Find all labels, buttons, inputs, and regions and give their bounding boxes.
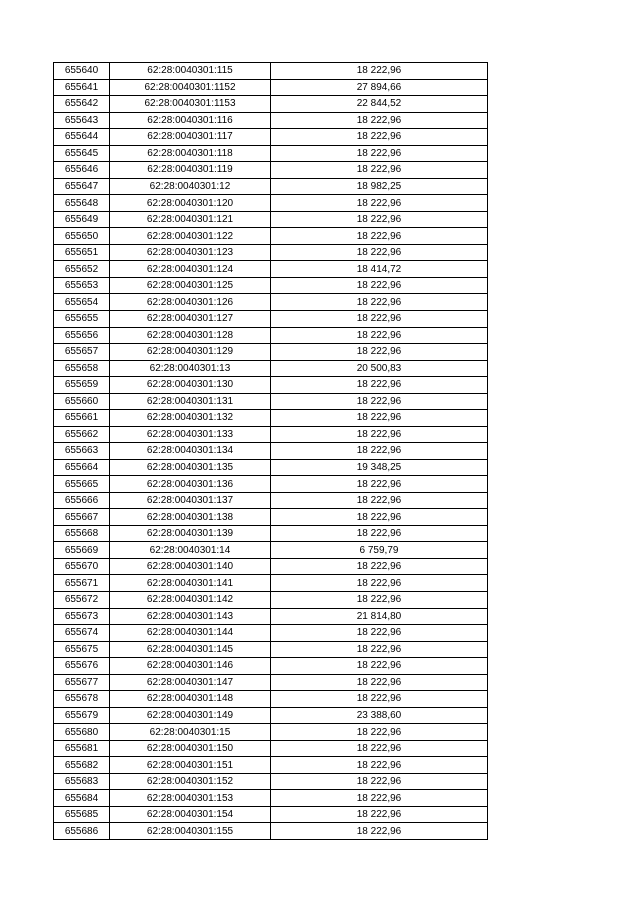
amount-cell: 18 222,96 <box>271 277 488 294</box>
amount-cell: 18 222,96 <box>271 476 488 493</box>
table-row <box>54 294 488 311</box>
table-row <box>54 757 488 774</box>
cadastral-number-cell: 62:28:0040301:1153 <box>110 96 271 113</box>
amount-cell: 18 222,96 <box>271 757 488 774</box>
amount-cell: 18 222,96 <box>271 658 488 675</box>
cadastral-number-cell: 62:28:0040301:117 <box>110 129 271 146</box>
amount-cell: 18 222,96 <box>271 344 488 361</box>
row-number-cell: 655649 <box>54 211 110 228</box>
row-number-cell: 655644 <box>54 129 110 146</box>
cadastral-number-cell: 62:28:0040301:145 <box>110 641 271 658</box>
amount-cell: 18 222,96 <box>271 625 488 642</box>
cadastral-number-cell: 62:28:0040301:115 <box>110 63 271 80</box>
amount-cell: 18 222,96 <box>271 327 488 344</box>
table-row <box>54 707 488 724</box>
row-number-cell: 655669 <box>54 542 110 559</box>
data-table <box>53 62 488 840</box>
amount-cell: 18 222,96 <box>271 740 488 757</box>
row-number-cell: 655641 <box>54 79 110 96</box>
row-number-cell: 655654 <box>54 294 110 311</box>
amount-cell: 18 222,96 <box>271 641 488 658</box>
row-number-cell: 655645 <box>54 145 110 162</box>
amount-cell: 18 222,96 <box>271 195 488 212</box>
cadastral-number-cell: 62:28:0040301:128 <box>110 327 271 344</box>
cadastral-number-cell: 62:28:0040301:131 <box>110 393 271 410</box>
row-number-cell: 655673 <box>54 608 110 625</box>
table-row <box>54 393 488 410</box>
row-number-cell: 655682 <box>54 757 110 774</box>
table-row <box>54 542 488 559</box>
table-row <box>54 724 488 741</box>
table-row <box>54 360 488 377</box>
amount-cell: 20 500,83 <box>271 360 488 377</box>
cadastral-number-cell: 62:28:0040301:136 <box>110 476 271 493</box>
row-number-cell: 655679 <box>54 707 110 724</box>
row-number-cell: 655670 <box>54 558 110 575</box>
row-number-cell: 655684 <box>54 790 110 807</box>
amount-cell: 18 222,96 <box>271 63 488 80</box>
amount-cell: 18 222,96 <box>271 724 488 741</box>
amount-cell: 18 222,96 <box>271 674 488 691</box>
cadastral-number-cell: 62:28:0040301:126 <box>110 294 271 311</box>
cadastral-number-cell: 62:28:0040301:155 <box>110 823 271 840</box>
cadastral-number-cell: 62:28:0040301:130 <box>110 377 271 394</box>
row-number-cell: 655676 <box>54 658 110 675</box>
cadastral-number-cell: 62:28:0040301:143 <box>110 608 271 625</box>
amount-cell: 18 222,96 <box>271 211 488 228</box>
cadastral-number-cell: 62:28:0040301:144 <box>110 625 271 642</box>
table-row <box>54 261 488 278</box>
cadastral-number-cell: 62:28:0040301:137 <box>110 492 271 509</box>
table-row <box>54 244 488 261</box>
table-row <box>54 310 488 327</box>
amount-cell: 18 222,96 <box>271 525 488 542</box>
amount-cell: 27 894,66 <box>271 79 488 96</box>
row-number-cell: 655680 <box>54 724 110 741</box>
table-row <box>54 509 488 526</box>
amount-cell: 18 222,96 <box>271 393 488 410</box>
table-row <box>54 823 488 840</box>
row-number-cell: 655667 <box>54 509 110 526</box>
table-row <box>54 377 488 394</box>
row-number-cell: 655663 <box>54 443 110 460</box>
row-number-cell: 655652 <box>54 261 110 278</box>
cadastral-number-cell: 62:28:0040301:124 <box>110 261 271 278</box>
cadastral-number-cell: 62:28:0040301:140 <box>110 558 271 575</box>
row-number-cell: 655681 <box>54 740 110 757</box>
cadastral-number-cell: 62:28:0040301:152 <box>110 773 271 790</box>
cadastral-number-cell: 62:28:0040301:116 <box>110 112 271 129</box>
table-row <box>54 112 488 129</box>
table-row <box>54 641 488 658</box>
table-row <box>54 806 488 823</box>
cadastral-number-cell: 62:28:0040301:138 <box>110 509 271 526</box>
table-row <box>54 625 488 642</box>
row-number-cell: 655683 <box>54 773 110 790</box>
row-number-cell: 655659 <box>54 377 110 394</box>
row-number-cell: 655668 <box>54 525 110 542</box>
row-number-cell: 655660 <box>54 393 110 410</box>
cadastral-number-cell: 62:28:0040301:122 <box>110 228 271 245</box>
table-row <box>54 162 488 179</box>
cadastral-number-cell: 62:28:0040301:153 <box>110 790 271 807</box>
row-number-cell: 655665 <box>54 476 110 493</box>
amount-cell: 18 222,96 <box>271 410 488 427</box>
amount-cell: 23 388,60 <box>271 707 488 724</box>
row-number-cell: 655646 <box>54 162 110 179</box>
cadastral-number-cell: 62:28:0040301:149 <box>110 707 271 724</box>
table-row <box>54 592 488 609</box>
table-row <box>54 558 488 575</box>
amount-cell: 18 222,96 <box>271 509 488 526</box>
table-row <box>54 691 488 708</box>
row-number-cell: 655662 <box>54 426 110 443</box>
row-number-cell: 655642 <box>54 96 110 113</box>
row-number-cell: 655672 <box>54 592 110 609</box>
table-row <box>54 426 488 443</box>
table-row <box>54 773 488 790</box>
row-number-cell: 655643 <box>54 112 110 129</box>
cadastral-number-cell: 62:28:0040301:134 <box>110 443 271 460</box>
amount-cell: 18 222,96 <box>271 823 488 840</box>
amount-cell: 18 222,96 <box>271 377 488 394</box>
amount-cell: 18 222,96 <box>271 112 488 129</box>
table-row <box>54 228 488 245</box>
row-number-cell: 655666 <box>54 492 110 509</box>
row-number-cell: 655674 <box>54 625 110 642</box>
cadastral-number-cell: 62:28:0040301:120 <box>110 195 271 212</box>
row-number-cell: 655648 <box>54 195 110 212</box>
cadastral-number-cell: 62:28:0040301:14 <box>110 542 271 559</box>
row-number-cell: 655658 <box>54 360 110 377</box>
cadastral-number-cell: 62:28:0040301:132 <box>110 410 271 427</box>
table-row <box>54 327 488 344</box>
table-row <box>54 79 488 96</box>
row-number-cell: 655653 <box>54 277 110 294</box>
table-row <box>54 525 488 542</box>
row-number-cell: 655656 <box>54 327 110 344</box>
table-row <box>54 410 488 427</box>
table-row <box>54 790 488 807</box>
cadastral-number-cell: 62:28:0040301:123 <box>110 244 271 261</box>
amount-cell: 18 222,96 <box>271 162 488 179</box>
cadastral-number-cell: 62:28:0040301:139 <box>110 525 271 542</box>
row-number-cell: 655647 <box>54 178 110 195</box>
table-row <box>54 492 488 509</box>
row-number-cell: 655640 <box>54 63 110 80</box>
row-number-cell: 655664 <box>54 459 110 476</box>
row-number-cell: 655686 <box>54 823 110 840</box>
table-row <box>54 277 488 294</box>
cadastral-number-cell: 62:28:0040301:142 <box>110 592 271 609</box>
row-number-cell: 655661 <box>54 410 110 427</box>
cadastral-number-cell: 62:28:0040301:154 <box>110 806 271 823</box>
table-row <box>54 96 488 113</box>
cadastral-number-cell: 62:28:0040301:125 <box>110 277 271 294</box>
amount-cell: 22 844,52 <box>271 96 488 113</box>
row-number-cell: 655685 <box>54 806 110 823</box>
amount-cell: 18 222,96 <box>271 310 488 327</box>
amount-cell: 18 222,96 <box>271 244 488 261</box>
amount-cell: 18 222,96 <box>271 129 488 146</box>
cadastral-number-cell: 62:28:0040301:121 <box>110 211 271 228</box>
table-row <box>54 344 488 361</box>
cadastral-number-cell: 62:28:0040301:15 <box>110 724 271 741</box>
amount-cell: 18 222,96 <box>271 575 488 592</box>
cadastral-number-cell: 62:28:0040301:135 <box>110 459 271 476</box>
cadastral-number-cell: 62:28:0040301:147 <box>110 674 271 691</box>
table-row <box>54 145 488 162</box>
cadastral-number-cell: 62:28:0040301:141 <box>110 575 271 592</box>
amount-cell: 18 222,96 <box>271 492 488 509</box>
table-row <box>54 211 488 228</box>
table-row <box>54 443 488 460</box>
row-number-cell: 655651 <box>54 244 110 261</box>
amount-cell: 18 222,96 <box>271 426 488 443</box>
amount-cell: 18 222,96 <box>271 145 488 162</box>
cadastral-number-cell: 62:28:0040301:12 <box>110 178 271 195</box>
cadastral-number-cell: 62:28:0040301:129 <box>110 344 271 361</box>
cadastral-number-cell: 62:28:0040301:118 <box>110 145 271 162</box>
amount-cell: 18 414,72 <box>271 261 488 278</box>
row-number-cell: 655678 <box>54 691 110 708</box>
table-row <box>54 674 488 691</box>
table-row <box>54 459 488 476</box>
cadastral-number-cell: 62:28:0040301:13 <box>110 360 271 377</box>
document-page <box>53 62 487 840</box>
table-row <box>54 178 488 195</box>
table-row <box>54 740 488 757</box>
row-number-cell: 655677 <box>54 674 110 691</box>
amount-cell: 18 222,96 <box>271 228 488 245</box>
row-number-cell: 655657 <box>54 344 110 361</box>
row-number-cell: 655675 <box>54 641 110 658</box>
amount-cell: 18 222,96 <box>271 691 488 708</box>
table-row <box>54 608 488 625</box>
table-row <box>54 658 488 675</box>
cadastral-number-cell: 62:28:0040301:127 <box>110 310 271 327</box>
amount-cell: 21 814,80 <box>271 608 488 625</box>
row-number-cell: 655655 <box>54 310 110 327</box>
table-body <box>54 63 488 840</box>
cadastral-number-cell: 62:28:0040301:148 <box>110 691 271 708</box>
cadastral-number-cell: 62:28:0040301:1152 <box>110 79 271 96</box>
cadastral-number-cell: 62:28:0040301:146 <box>110 658 271 675</box>
cadastral-number-cell: 62:28:0040301:133 <box>110 426 271 443</box>
amount-cell: 19 348,25 <box>271 459 488 476</box>
cadastral-number-cell: 62:28:0040301:119 <box>110 162 271 179</box>
table-row <box>54 575 488 592</box>
table-row <box>54 63 488 80</box>
amount-cell: 18 222,96 <box>271 790 488 807</box>
cadastral-number-cell: 62:28:0040301:150 <box>110 740 271 757</box>
amount-cell: 18 222,96 <box>271 294 488 311</box>
table-row <box>54 476 488 493</box>
amount-cell: 18 222,96 <box>271 592 488 609</box>
table-row <box>54 129 488 146</box>
amount-cell: 18 222,96 <box>271 806 488 823</box>
amount-cell: 18 222,96 <box>271 773 488 790</box>
cadastral-number-cell: 62:28:0040301:151 <box>110 757 271 774</box>
table-row <box>54 195 488 212</box>
row-number-cell: 655671 <box>54 575 110 592</box>
amount-cell: 18 222,96 <box>271 443 488 460</box>
row-number-cell: 655650 <box>54 228 110 245</box>
amount-cell: 6 759,79 <box>271 542 488 559</box>
amount-cell: 18 982,25 <box>271 178 488 195</box>
amount-cell: 18 222,96 <box>271 558 488 575</box>
